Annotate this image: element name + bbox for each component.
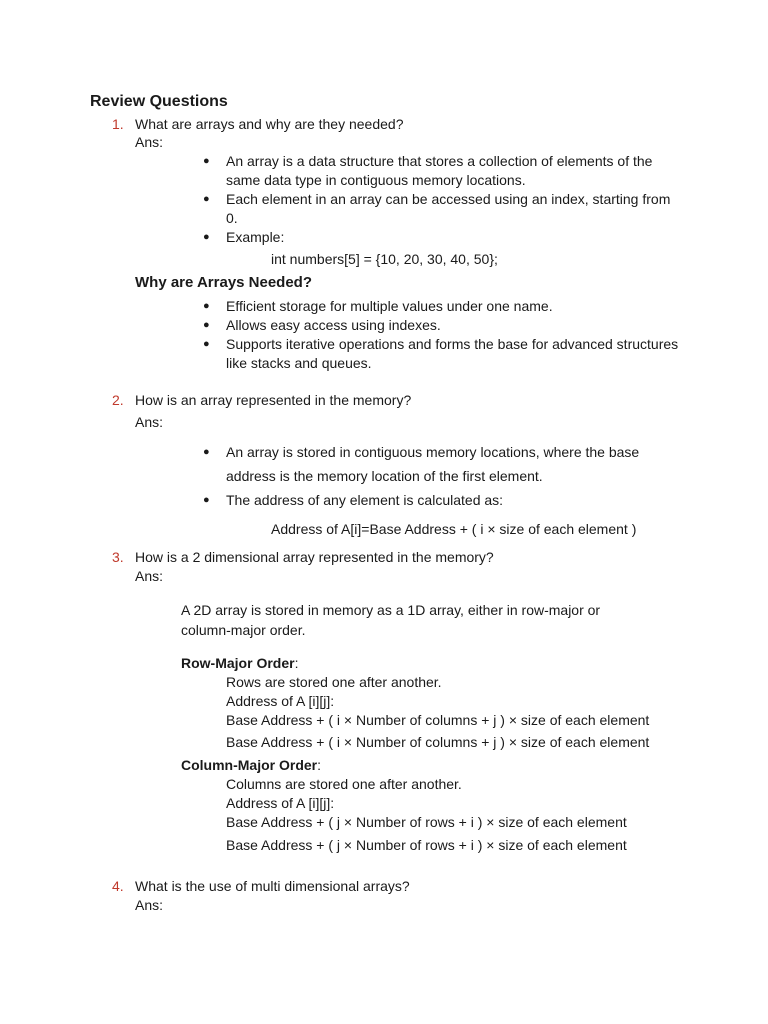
row-major-heading [181, 654, 298, 673]
bullet-text: An array is a data structure that stores a collection of elements of the [226, 153, 653, 169]
row-major-line: Address of A [i][j]: [226, 693, 335, 709]
bullet-text: Allows easy access using indexes. [226, 317, 441, 333]
bullet-icon: ● [203, 193, 210, 205]
column-major-line: Address of A [i][j]: [226, 795, 335, 811]
bullet-text: Example: [226, 229, 285, 245]
bullet-icon: ● [203, 338, 210, 350]
bullet-text: address is the memory location of the first element. [226, 468, 543, 484]
question-number: 2. [112, 392, 124, 408]
question-number: 4. [112, 878, 124, 894]
bullet-icon: ● [203, 446, 210, 458]
column-major-label: Column-Major Order [181, 757, 318, 773]
bullet-icon: ● [203, 155, 210, 167]
question-number: 1. [112, 116, 124, 132]
column-major-heading [181, 756, 321, 775]
row-major-formula: Base Address + ( i × Number of columns + j ) × size of each element [226, 734, 650, 750]
row-major-line: Rows are stored one after another. [226, 674, 442, 690]
column-major-formula: Base Address + ( j × Number of rows + i ) × size of each element [226, 837, 627, 853]
heading-colon: : [317, 757, 322, 773]
question-number: 3. [112, 549, 124, 565]
page-title: Review Questions [90, 93, 228, 110]
bullet-text: same data type in contiguous memory locations. [226, 172, 526, 188]
bullet-icon: ● [203, 231, 210, 243]
bullet-text: like stacks and queues. [226, 355, 372, 371]
heading-colon: : [294, 655, 299, 671]
answer-label: Ans: [135, 134, 164, 150]
bullet-text: Supports iterative operations and forms the base for advanced structures [226, 336, 679, 352]
example-code: int numbers[5] = {10, 20, 30, 40, 50}; [271, 251, 498, 267]
bullet-icon: ● [203, 300, 210, 312]
column-major-line: Columns are stored one after another. [226, 776, 462, 792]
bullet-text: 0. [226, 210, 238, 226]
answer-label: Ans: [135, 568, 164, 584]
answer-label: Ans: [135, 414, 164, 430]
row-major-label: Row-Major Order [181, 655, 295, 671]
question-text: What is the use of multi dimensional arrays? [135, 878, 410, 894]
bullet-icon: ● [203, 319, 210, 331]
bullet-icon: ● [203, 494, 210, 506]
question-text: What are arrays and why are they needed? [135, 116, 404, 132]
intro-text: A 2D array is stored in memory as a 1D array, either in row-major or [181, 602, 601, 618]
question-text: How is a 2 dimensional array represented in the memory? [135, 549, 494, 565]
bullet-text: An array is stored in contiguous memory locations, where the base [226, 444, 640, 460]
question-text: How is an array represented in the memory? [135, 392, 412, 408]
intro-text: column-major order. [181, 622, 306, 638]
bullet-text: The address of any element is calculated as: [226, 492, 504, 508]
row-major-formula: Base Address + ( i × Number of columns + j ) × size of each element [226, 712, 650, 728]
address-formula: Address of A[i]=Base Address + ( i × size of each element ) [271, 521, 637, 537]
answer-label: Ans: [135, 897, 164, 913]
bullet-text: Efficient storage for multiple values under one name. [226, 298, 553, 314]
column-major-formula: Base Address + ( j × Number of rows + i ) × size of each element [226, 814, 627, 830]
section-heading: Why are Arrays Needed? [135, 274, 313, 291]
bullet-text: Each element in an array can be accessed using an index, starting from [226, 191, 671, 207]
